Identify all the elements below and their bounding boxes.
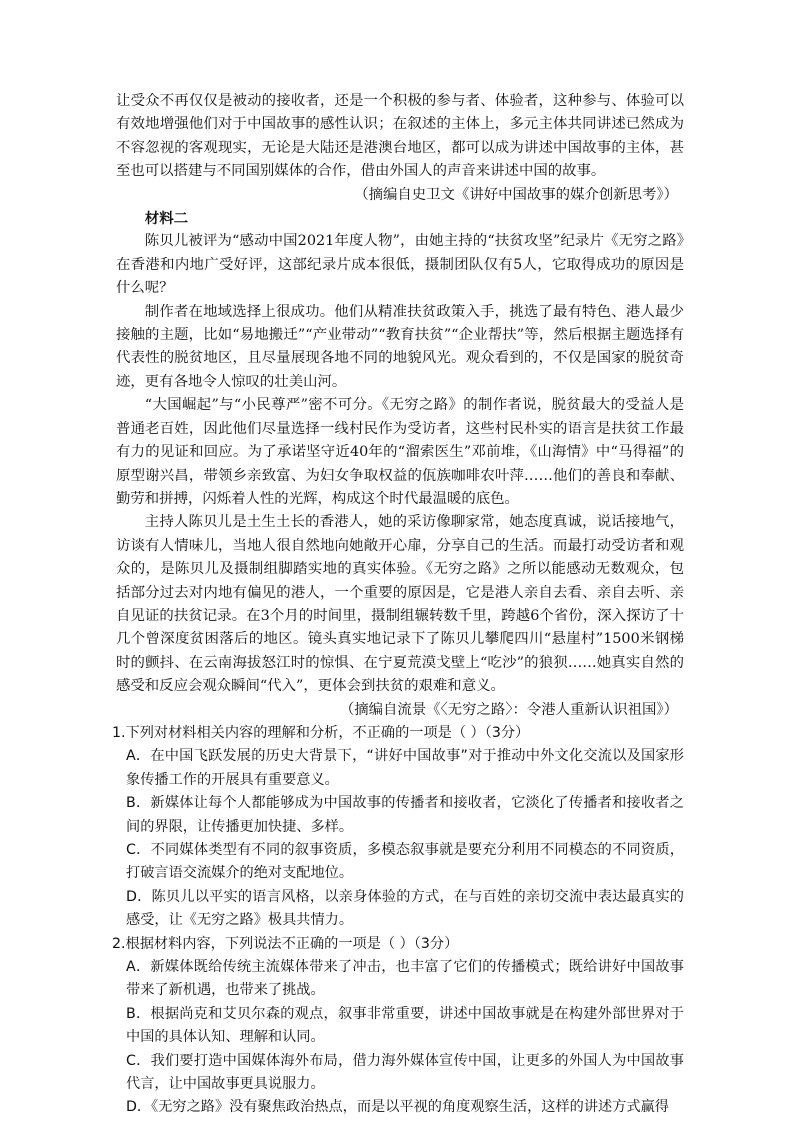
question-two-option-a[interactable]: A．新媒体既给传统主流媒体带来了冲击，也丰富了它们的传播模式；既给讲好中国故事带来了新机遇，也带来了挑战。 xyxy=(126,959,684,999)
paragraph-region-choice: 制作者在地域选择上很成功。他们从精准扶贫政策入手，挑选了最有特色、港人最少接触的主题，比如“易地搬迁”“产业带动”“教育扶贫”“企业帮扶”等，然后根据主题选择有代表性的脱贫地区，且尽量展现各地不同的地貌风光。观众看到的，不仅是国家的脱贫奇迹，更有各地令人惊叹的壮美山河。 xyxy=(116,303,684,390)
question-one-option-c[interactable]: C．不同媒体类型有不同的叙事资质，多模态叙事就是要充分利用不同模态的不同资质，打破言语交流媒介的绝对支配地位。 xyxy=(126,842,684,882)
question-one xyxy=(112,722,684,933)
question-two xyxy=(112,933,684,1120)
paragraph-material-one-end: 让受众不再仅仅是被动的接收者，还是一个积极的参与者、体验者，这种参与、体验可以有效地增强他们对于中国故事的感性认识；在叙述的主体上，多元主体共同讲述已然成为不容忽视的客观现实，无论是大陆还是港澳台地区，都可以成为讲述中国故事的主体，甚至也可以搭建与不同国别媒体的合作，借由外国人的声音来讲述中国的故事。 xyxy=(116,93,684,180)
paragraph-dignity: “大国崛起”与“小民尊严”密不可分。《无穷之路》的制作者说，脱贫最大的受益人是普通老百姓，因此他们尽量选择一线村民作为受访者，这些村民朴实的语言是扶贫工作最有力的见证和回应。为了承诺坚守近40年的“溜索医生”邓前堆，《山海情》中“马得福”的原型谢兴昌，带领乡亲致富、为妇女争取权益的佤族咖啡农叶萍……他们的善良和奉献、勤劳和拼搏，闪烁着人性的光辉，构成这个时代最温暖的底色。 xyxy=(116,397,684,507)
question-one-option-a[interactable]: A．在中国飞跃发展的历史大背景下，“讲好中国故事”对于推动中外文化交流以及国家形象传播工作的开展具有重要意义。 xyxy=(126,748,684,788)
material-two-heading: 材料二 xyxy=(144,210,188,228)
question-one-option-b[interactable]: B．新媒体让每个人都能够成为中国故事的传播者和接收者，它淡化了传播者和接收者之间的界限，让传播更加快捷、多样。 xyxy=(126,795,684,835)
question-one-stem: 1.下列对材料相关内容的理解和分析，不正确的一项是（ ）（3分） xyxy=(112,724,530,741)
question-two-option-b[interactable]: B．根据尚克和艾贝尔森的观点，叙事非常重要，讲述中国故事就是在构建外部世界对于中国的具体认知、理解和认同。 xyxy=(126,1005,684,1046)
question-one-option-d[interactable]: D．陈贝儿以平实的语言风格，以亲身体验的方式，在与百姓的亲切交流中表达最真实的感受，让《无穷之路》极具共情力。 xyxy=(126,888,684,929)
source-citation-two: （摘编自流景《〈无穷之路〉：令港人重新认识祖国》） xyxy=(339,701,678,718)
question-two-option-d[interactable]: D．《无穷之路》没有聚焦政治热点，而是以平视的角度观察生活，这样的讲述方式赢得 xyxy=(126,1099,669,1116)
source-citation-one: （摘编自史卫文《讲好中国故事的媒介创新思考》） xyxy=(354,186,678,203)
paragraph-host: 主持人陈贝儿是土生土长的香港人，她的采访像聊家常，她态度真诚，说话接地气，访谈有人情味儿，当地人很自然地向她敞开心扉，分享自己的生活。而最打动受访者和观众的，是陈贝儿及摄制组脚踏实地的真实体验。《无穷之路》之所以能感动无数观众，包括部分过去对内地有偏见的港人，一个重要的原因是，它是港人亲自去看、亲自去听、亲自见证的扶贫记录。在3个月的时间里，摄制组辗转数千里，跨越6个省份，深入探访了十几个曾深度贫困落后的地区。镜头真实地记录下了陈贝儿攀爬四川“悬崖村”1500米钢梯时的颤抖、在云南海拔怒江时的惊惧、在宁夏荒漠戈壁上“吃沙”的狼狈……她真实自然的感受和反应会观众瞬间“代入”，更体会到扶贫的艰难和意义。 xyxy=(116,514,684,695)
paragraph-intro: 陈贝儿被评为“感动中国2021年度人物”，由她主持的“扶贫攻坚”纪录片《无穷之路》在香港和内地广受好评，这部纪录片成本很低，摄制团队仅有5人，它取得成功的原因是什么呢？ xyxy=(116,233,684,297)
document-page xyxy=(112,90,684,1120)
question-two-stem: 2.根据材料内容，下列说法不正确的一项是（ ）（3分） xyxy=(112,935,459,952)
question-two-option-c[interactable]: C．我们要打造中国媒体海外布局，借力海外媒体宣传中国，让更多的外国人为中国故事代言，让中国故事更具说服力。 xyxy=(126,1052,684,1093)
